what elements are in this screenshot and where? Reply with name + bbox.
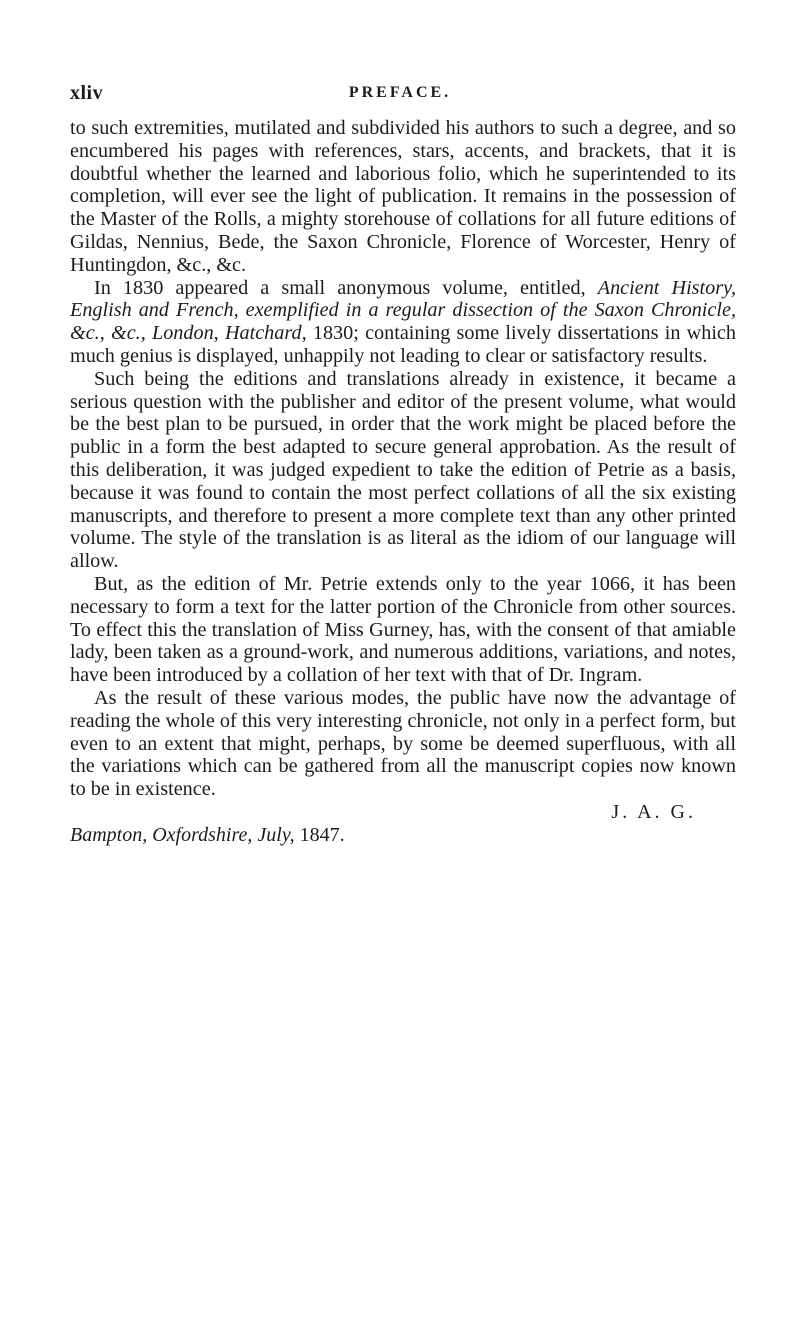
paragraph-2: [70, 277, 736, 368]
dateline-year: 1847.: [294, 823, 345, 846]
dateline: [70, 824, 736, 847]
paragraph-1: to such extremities, mutilated and subdivided his authors to such a degree, and so encumbered his pages with references, stars, accents, and brackets, that it is doubtful whether the learned and laborious folio, which he superintended to its completion, will ever see the light of publication. It remains in the possession of the Master of the Rolls, a mighty storehouse of collations for all future editions of Gildas, Nennius, Bede, the Saxon Chronicle, Florence of Worcester, Henry of Huntingdon, &c., &c.: [70, 117, 736, 276]
page-number: xliv: [70, 82, 104, 104]
author-signature: J. A. G.: [611, 800, 696, 823]
preface-text: [70, 117, 736, 847]
running-title: PREFACE.: [348, 84, 452, 101]
paragraph-4: But, as the edition of Mr. Petrie extends only to the year 1066, it has been necessary to form a text for the latter portion of the Chronicle from other sources. To effect this the translation of Miss Gurney, has, with the consent of that amiable lady, been taken as a ground-work, and numerous additions, variations, and notes, have been introduced by a collation of her text with that of Dr. Ingram.: [70, 572, 736, 687]
dateline-place: Bampton, Oxfordshire, July,: [70, 823, 295, 846]
paragraph-3: Such being the editions and translations already in existence, it became a serious question with the publisher and editor of the present volume, what would be the best plan to be pursued, in order that the work might be placed before the public in a form the best adapted to secure general approbation. As the result of this deliberation, it was judged expedient to take the edition of Petrie as a basis, because it was found to contain the most perfect collations of all the six existing manuscripts, and therefore to present a more complete text than any other printed volume. The style of the translation is as literal as the idiom of our language will allow.: [70, 367, 736, 573]
paragraph-2-tail: 1830; containing some lively dissertations in which much genius is displayed, unhappily not leading to clear or satisfactory results.: [70, 322, 736, 367]
page-header: [70, 82, 730, 106]
book-title-citation: Ancient History, English and French, exemplified in a regular dissection of the Saxon Chronicle, &c., &c., London, Hatchard,: [70, 276, 736, 345]
paragraph-5: As the result of these various modes, the public have now the advantage of reading the whole of this very interesting chronicle, not only in a perfect form, but even to an extent that might, perhaps, by some be deemed superfluous, with all the variations which can be gathered from all the manuscript copies now known to be in existence.: [70, 686, 736, 801]
paragraph-2-lead: In 1830 appeared a small anonymous volume, entitled,: [94, 276, 598, 299]
